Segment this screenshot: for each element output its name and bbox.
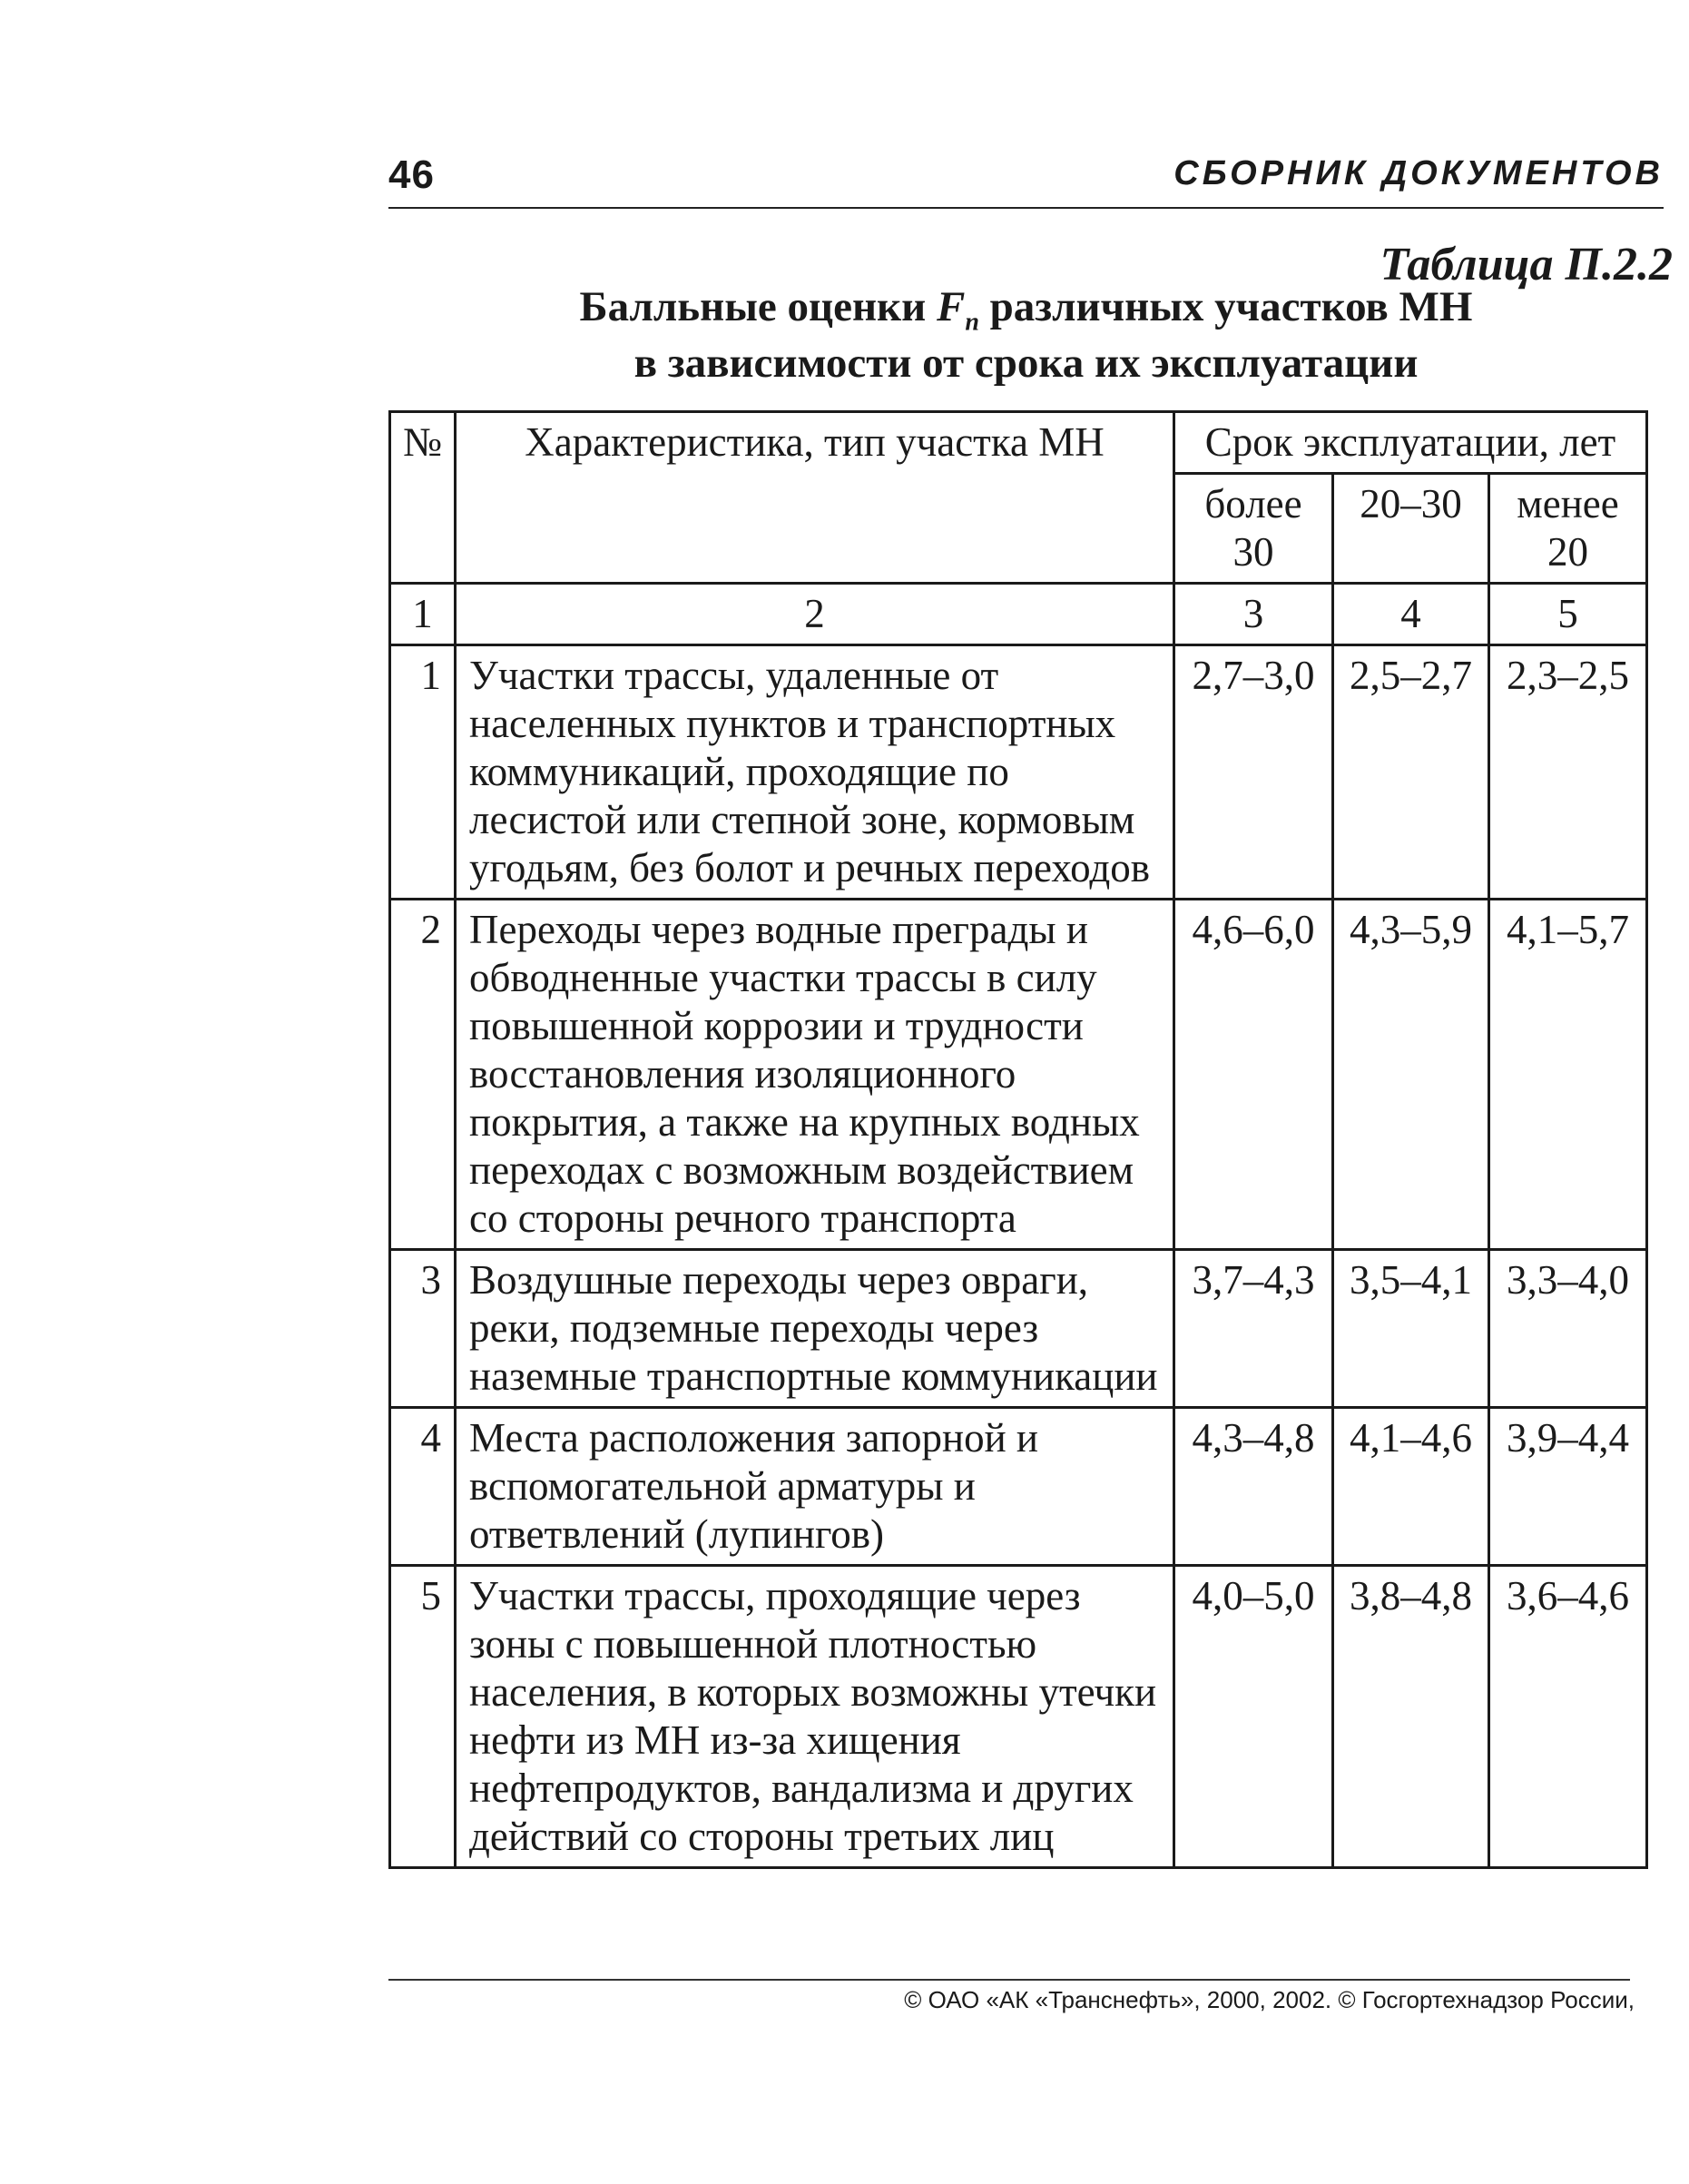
score-20-30: 2,5–2,7	[1333, 645, 1489, 900]
score-under-20: 3,9–4,4	[1489, 1408, 1647, 1566]
copyright-footer: © ОАО «АК «Транснефть», 2000, 2002. © Госгортехнадзор России,	[904, 1986, 1635, 2013]
score-under-20: 3,6–4,6	[1489, 1566, 1647, 1868]
table-row	[390, 1566, 1647, 1868]
running-title: СБОРНИК ДОКУМЕНТОВ	[1173, 154, 1664, 192]
row-number: 2	[390, 900, 456, 1250]
score-20-30: 3,5–4,1	[1333, 1250, 1489, 1408]
page-header	[388, 152, 1664, 211]
row-description: Воздушные переходы через овраги, реки, подземные переходы через наземные транспортные коммуникации	[456, 1250, 1174, 1408]
row-description: Участки трассы, удаленные от населенных пунктов и транспортных коммуникаций, проходящие по лесистой или степной зоне, кормовым угодьям, без болот и речных переходов	[456, 645, 1174, 900]
row-description: Участки трассы, проходящие через зоны с повышенной плотностью населения, в которых возможны утечки нефти из МН из-за хищения нефтепродуктов, вандализма и других действий со стороны третьих лиц	[456, 1566, 1174, 1868]
score-over-30: 4,3–4,8	[1174, 1408, 1333, 1566]
footer-rule	[388, 1979, 1630, 1981]
page-number: 46	[388, 152, 435, 197]
score-under-20: 2,3–2,5	[1489, 645, 1647, 900]
caption-text-before: Балльные оценки	[579, 283, 937, 330]
header-period: Срок эксплуатации, лет	[1174, 412, 1647, 474]
score-over-30: 4,0–5,0	[1174, 1566, 1333, 1868]
header-over-30: более 30	[1174, 474, 1333, 584]
score-under-20: 4,1–5,7	[1489, 900, 1647, 1250]
caption-symbol-subscript: п	[965, 308, 979, 337]
column-number: 4	[1333, 584, 1489, 645]
row-description: Переходы через водные преграды и обводненные участки трассы в силу повышенной коррозии и трудности восстановления изоляционного покрытия, а также на крупных водных переходах с возможным воздействием со стороны речного транспорта	[456, 900, 1174, 1250]
score-over-30: 2,7–3,0	[1174, 645, 1333, 900]
score-20-30: 4,3–5,9	[1333, 900, 1489, 1250]
row-number: 5	[390, 1566, 456, 1868]
caption-symbol: F	[936, 283, 966, 330]
score-20-30: 3,8–4,8	[1333, 1566, 1489, 1868]
row-description: Места расположения запорной и вспомогательной арматуры и ответвлений (лупингов)	[456, 1408, 1174, 1566]
column-number: 1	[390, 584, 456, 645]
score-over-30: 3,7–4,3	[1174, 1250, 1333, 1408]
score-under-20: 3,3–4,0	[1489, 1250, 1647, 1408]
table-header-row	[390, 412, 1647, 474]
caption-text-after: различных участков МН	[978, 283, 1473, 330]
row-number: 1	[390, 645, 456, 900]
column-number: 2	[456, 584, 1174, 645]
table-row	[390, 1250, 1647, 1408]
table-row	[390, 1408, 1647, 1566]
table-row	[390, 645, 1647, 900]
header-characteristic: Характеристика, тип участка МН	[456, 412, 1174, 584]
header-under-20: менее 20	[1489, 474, 1647, 584]
score-20-30: 4,1–4,6	[1333, 1408, 1489, 1566]
header-rule	[388, 207, 1664, 209]
header-no: №	[390, 412, 456, 584]
score-over-30: 4,6–6,0	[1174, 900, 1333, 1250]
table-caption-line2: в зависимости от срока их эксплуатации	[633, 339, 1419, 387]
row-number: 3	[390, 1250, 456, 1408]
row-number: 4	[390, 1408, 456, 1566]
scores-table	[388, 410, 1648, 1869]
column-number-row	[390, 584, 1647, 645]
column-number: 3	[1174, 584, 1333, 645]
table-row	[390, 900, 1647, 1250]
column-number: 5	[1489, 584, 1647, 645]
header-20-30: 20–30	[1333, 474, 1489, 584]
table-label: Таблица П.2.2	[1380, 239, 1673, 290]
